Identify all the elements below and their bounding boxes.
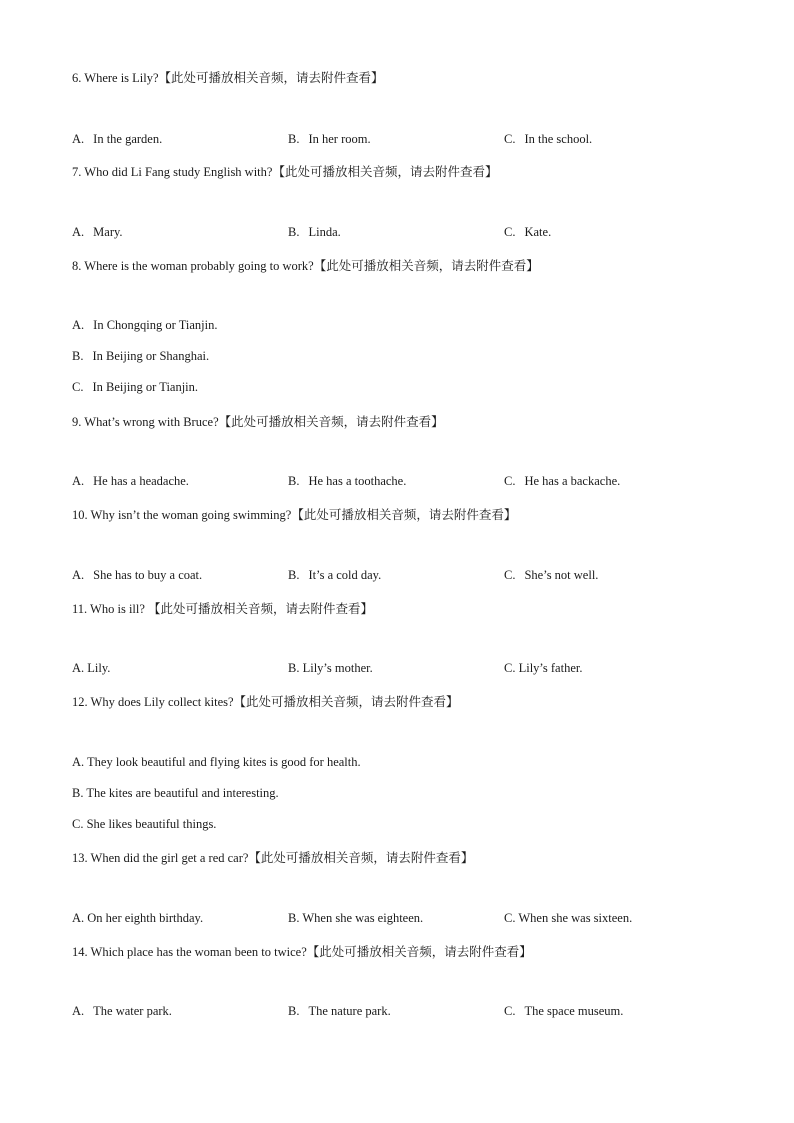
question-9: 9. What’s wrong with Bruce?【此处可播放相关音频，请去附件查看】 — [72, 415, 444, 429]
q11-option-a[interactable]: A. Lily. — [72, 661, 111, 675]
q10-option-c[interactable] — [504, 568, 598, 583]
question-14: 14. Which place has the woman been to twice?【此处可播放相关音频，请去附件查看】 — [72, 945, 532, 959]
option-letter: B. — [288, 132, 300, 146]
q6-option-a[interactable] — [72, 132, 162, 147]
q13-option-b[interactable]: B. When she was eighteen. — [288, 911, 424, 925]
option-text: In her room. — [308, 132, 371, 146]
q12-option-c[interactable]: C. She likes beautiful things. — [72, 817, 217, 831]
option-text: He has a headache. — [93, 474, 189, 488]
option-text: The water park. — [93, 1004, 172, 1018]
option-letter: A. — [72, 318, 85, 332]
option-letter: A. — [72, 474, 85, 488]
option-letter: C. — [72, 380, 84, 394]
option-letter: B. — [288, 1004, 300, 1018]
q10-option-a[interactable] — [72, 568, 202, 583]
option-text: She’s not well. — [524, 568, 599, 582]
q8-option-a[interactable] — [72, 318, 217, 333]
option-text: He has a toothache. — [308, 474, 407, 488]
option-text: In the garden. — [93, 132, 163, 146]
option-text: In Beijing or Tianjin. — [92, 380, 199, 394]
option-letter: B. — [288, 225, 300, 239]
q14-option-a[interactable] — [72, 1004, 172, 1019]
q7-option-b[interactable] — [288, 225, 341, 240]
q8-option-b[interactable] — [72, 349, 209, 364]
option-text: He has a backache. — [524, 474, 621, 488]
question-13: 13. When did the girl get a red car?【此处可播放相关音频，请去附件查看】 — [72, 851, 474, 865]
option-letter: A. — [72, 568, 85, 582]
question-12: 12. Why does Lily collect kites?【此处可播放相关音频，请去附件查看】 — [72, 695, 459, 709]
option-text: The nature park. — [308, 1004, 391, 1018]
q9-option-b[interactable] — [288, 474, 406, 489]
option-letter: A. — [72, 225, 85, 239]
option-text: Mary. — [93, 225, 123, 239]
q10-option-b[interactable] — [288, 568, 381, 583]
q6-option-c[interactable] — [504, 132, 592, 147]
q12-option-a[interactable]: A. They look beautiful and flying kites is good for health. — [72, 755, 361, 769]
option-text: In Beijing or Shanghai. — [92, 349, 210, 363]
q9-option-c[interactable] — [504, 474, 620, 489]
q14-option-b[interactable] — [288, 1004, 391, 1019]
q7-option-c[interactable] — [504, 225, 551, 240]
option-text: She has to buy a coat. — [93, 568, 203, 582]
option-text: Linda. — [308, 225, 341, 239]
q14-option-c[interactable] — [504, 1004, 623, 1019]
option-letter: B. — [288, 474, 300, 488]
option-text: In the school. — [524, 132, 593, 146]
option-letter: A. — [72, 132, 85, 146]
option-text: The space museum. — [524, 1004, 624, 1018]
option-text: Kate. — [524, 225, 552, 239]
option-letter: B. — [288, 568, 300, 582]
q8-option-c[interactable] — [72, 380, 198, 395]
option-letter: C. — [504, 568, 516, 582]
question-6: 6. Where is Lily?【此处可播放相关音频，请去附件查看】 — [72, 71, 384, 85]
q7-option-a[interactable] — [72, 225, 123, 240]
option-letter: C. — [504, 225, 516, 239]
question-10: 10. Why isn’t the woman going swimming?【此处可播放相关音频，请去附件查看】 — [72, 508, 517, 522]
option-letter: C. — [504, 1004, 516, 1018]
q9-option-a[interactable] — [72, 474, 189, 489]
option-letter: C. — [504, 474, 516, 488]
option-text: It’s a cold day. — [308, 568, 382, 582]
option-letter: C. — [504, 132, 516, 146]
q13-option-c[interactable]: C. When she was sixteen. — [504, 911, 633, 925]
option-text: In Chongqing or Tianjin. — [93, 318, 218, 332]
q12-option-b[interactable]: B. The kites are beautiful and interesting. — [72, 786, 279, 800]
question-7: 7. Who did Li Fang study English with?【此处可播放相关音频，请去附件查看】 — [72, 165, 498, 179]
question-11: 11. Who is ill? 【此处可播放相关音频，请去附件查看】 — [72, 602, 374, 616]
q11-option-c[interactable]: C. Lily’s father. — [504, 661, 583, 675]
option-letter: A. — [72, 1004, 85, 1018]
q11-option-b[interactable]: B. Lily’s mother. — [288, 661, 373, 675]
question-8: 8. Where is the woman probably going to work?【此处可播放相关音频，请去附件查看】 — [72, 259, 539, 273]
option-letter: B. — [72, 349, 84, 363]
q13-option-a[interactable]: A. On her eighth birthday. — [72, 911, 204, 925]
q6-option-b[interactable] — [288, 132, 371, 147]
